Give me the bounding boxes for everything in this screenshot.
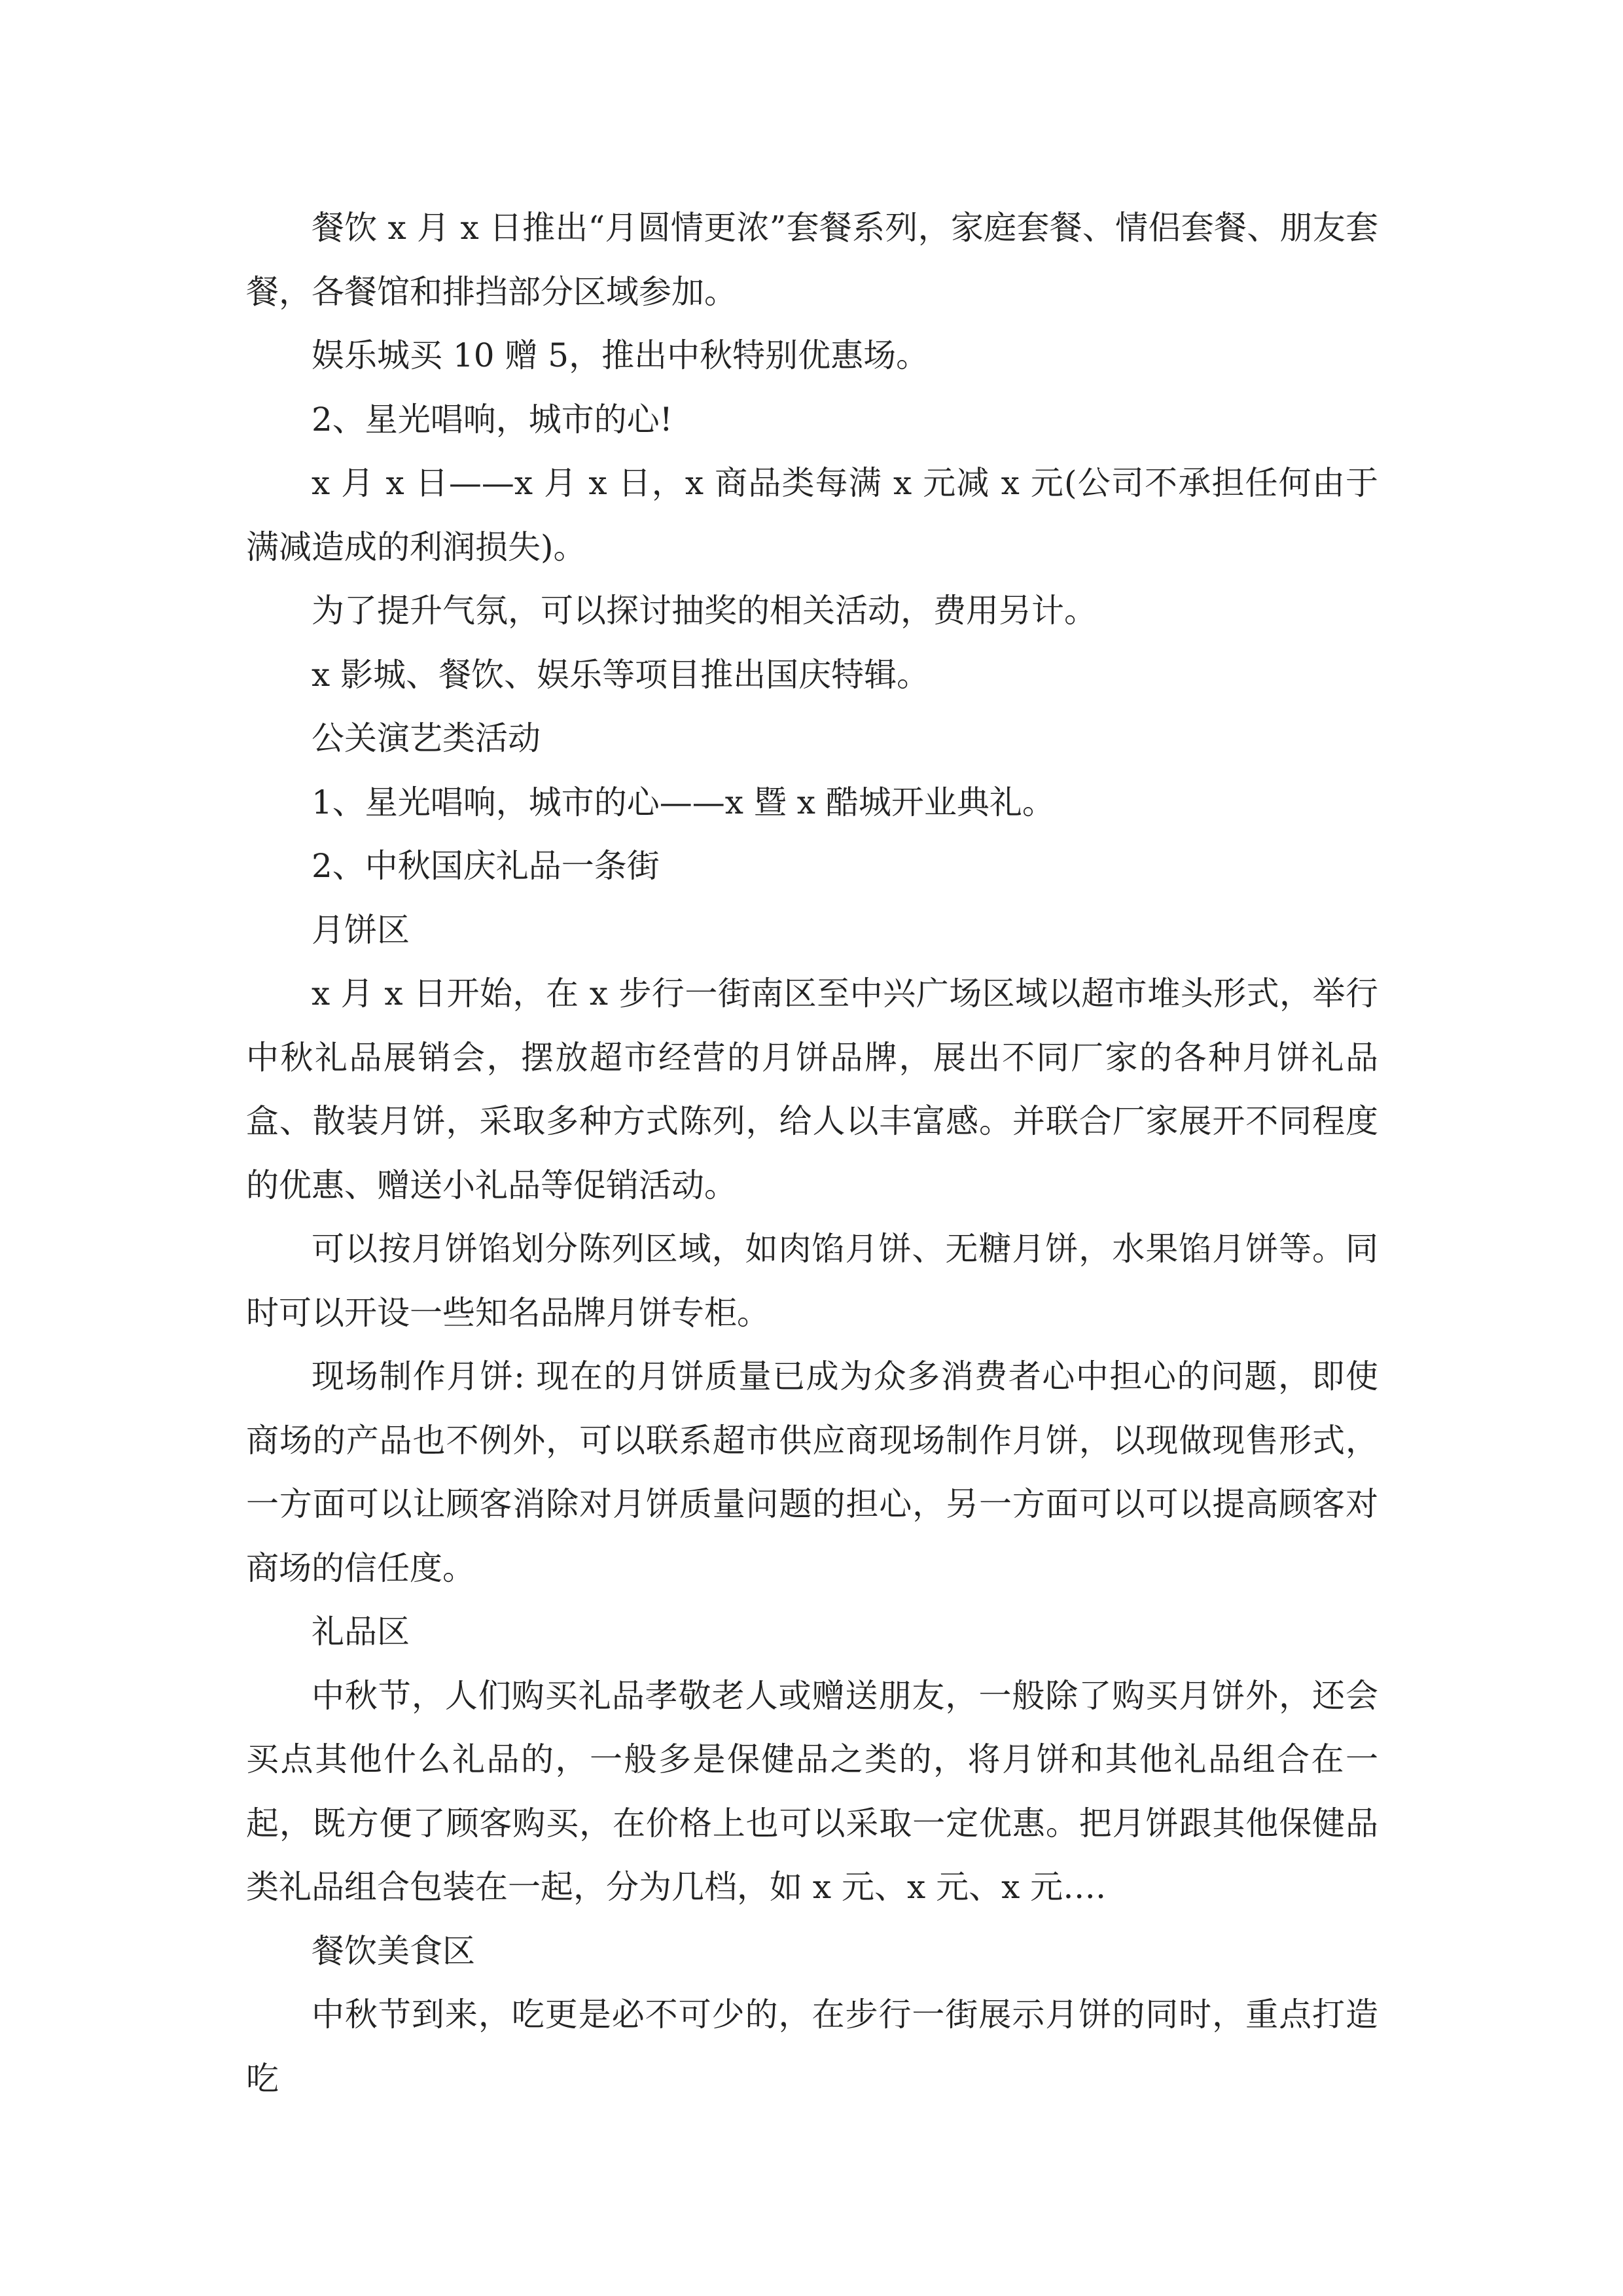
section-heading-pr-performance: 公关演艺类活动 xyxy=(312,719,541,757)
paragraph-lottery: 为了提升气氛，可以探讨抽奖的相关活动，费用另计。 xyxy=(312,592,1097,630)
paragraph-gift-combos: 中秋节，人们购买礼品孝敬老人或赠送朋友，一般除了购买月饼外，还会买点其他什么礼品的，一般多是保健品之类的，将月饼和其他礼品组合在一起，既方便了顾客购买，在价格上也可以采取一定优惠。把月饼跟其他保健品类礼品组合包装在一起，分为几档，如 x 元、x 元、x 元…. xyxy=(246,1676,1378,1906)
paragraph-mooncake-fair: x 月 x 日开始，在 x 步行一街南区至中兴广场区域以超市堆头形式，举行中秋礼品展销会，摆放超市经营的月饼品牌，展出不同厂家的各种月饼礼品盒、散装月饼，采取多种方式陈列，给人以丰富感。并联合厂家展开不同程度的优惠、赠送小礼品等促销活动。 xyxy=(246,975,1378,1204)
section-heading-mooncake-area: 月饼区 xyxy=(312,910,410,949)
paragraph-dining-packages: 餐饮 x 月 x 日推出“月圆情更浓”套餐系列，家庭套餐、情侣套餐、朋友套餐，各餐馆和排挡部分区域参加。 xyxy=(246,209,1378,311)
paragraph-discount-rule: x 月 x 日——x 月 x 日，x 商品类每满 x 元减 x 元(公司不承担任何由于满减造成的利润损失)。 xyxy=(246,464,1378,566)
paragraph-opening-ceremony: 1、星光唱响，城市的心——x 暨 x 酷城开业典礼。 xyxy=(312,783,1055,821)
section-heading-food-area: 餐饮美食区 xyxy=(312,1931,475,1970)
paragraph-food-intro: 中秋节到来，吃更是必不可少的，在步行一街展示月饼的同时，重点打造吃 xyxy=(246,1996,1378,2098)
paragraph-onsite-mooncake: 现场制作月饼: 现在的月饼质量已成为众多消费者心中担心的问题，即使商场的产品也不例外，可以联系超市供应商现场制作月饼，以现做现售形式，一方面可以让顾客消除对月饼质量问题的担心，另一方面可以可以提高顾客对商场的信任度。 xyxy=(246,1357,1378,1587)
paragraph-entertainment-offer: 娱乐城买 10 赠 5，推出中秋特别优惠场。 xyxy=(312,336,929,374)
paragraph-gift-street: 2、中秋国庆礼品一条街 xyxy=(312,847,660,885)
section-heading-gift-area: 礼品区 xyxy=(312,1613,410,1651)
paragraph-star-heading: 2、星光唱响，城市的心! xyxy=(312,400,673,439)
document-page xyxy=(246,196,1378,2111)
paragraph-mooncake-display: 可以按月饼馅划分陈列区域，如肉馅月饼、无糖月饼，水果馅月饼等。同时可以开设一些知名品牌月饼专柜。 xyxy=(246,1230,1378,1332)
paragraph-national-day-special: x 影城、餐饮、娱乐等项目推出国庆特辑。 xyxy=(312,655,930,694)
